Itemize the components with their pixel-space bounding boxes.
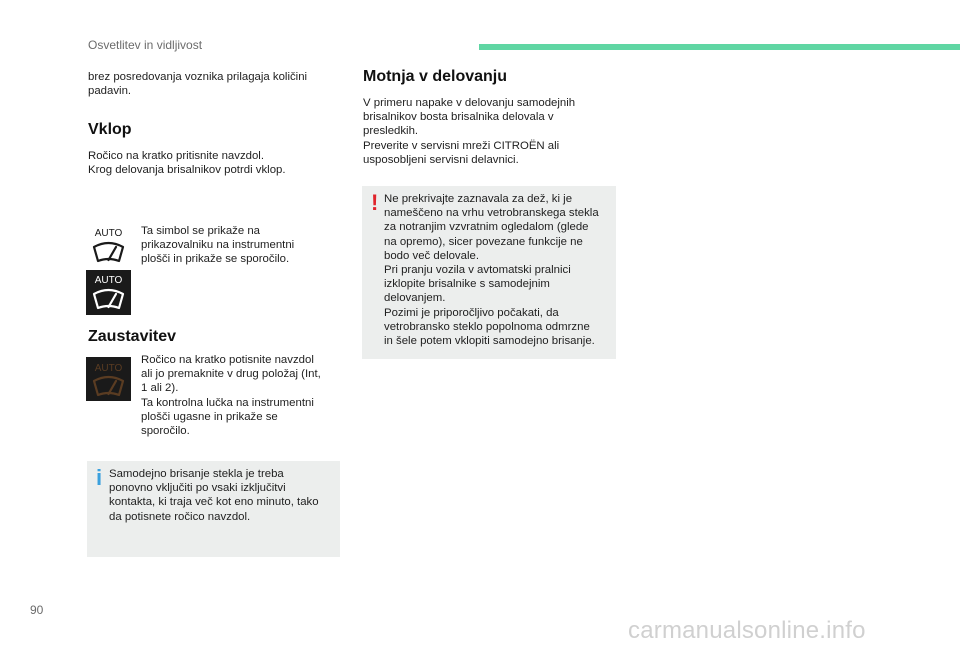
info-note: [87, 461, 340, 557]
vklop-icon-text: Ta simbol se prikaže na prikazovalniku na instrumentni plošči in prikaže se sporočilo.: [141, 225, 295, 266]
watermark: carmanualsonline.info: [628, 617, 866, 644]
section-accent-bar: [479, 44, 960, 50]
auto-icon-label: AUTO: [94, 228, 123, 239]
zaustavitev-heading: Zaustavitev: [88, 328, 177, 345]
section-title: Osvetlitev in vidljivost: [88, 38, 203, 52]
auto-wiper-off-icon: [86, 357, 131, 401]
auto-display-icon-label: AUTO: [94, 275, 123, 286]
motnja-text: V primeru napake v delovanju samodejnih brisalnikov bosta brisalnika delovala v presledkih. Preverite v servisni mreži CITROËN ali usposobljeni servisni delavnici.: [363, 97, 576, 166]
warning-note: [362, 186, 616, 359]
vklop-text: Ročico na kratko pritisnite navzdol. Krog delovanja brisalnikov potrdi vklop.: [88, 150, 286, 177]
info-icon: i: [96, 465, 103, 490]
vklop-heading: Vklop: [88, 121, 132, 138]
zaustavitev-text: Ročico na kratko potisnite navzdol ali jo premaknite v drug položaj (Int, 1 ali 2). Ta kontrolna lučka na instrumentni plošči ugasne in prikaže se sporočilo.: [141, 354, 321, 438]
intro-text: brez posredovanja voznika prilagaja količini padavin.: [88, 71, 308, 98]
auto-wiper-icon: [86, 225, 131, 267]
warning-note-text: Ne prekrivajte zaznavala za dež, ki je nameščeno na vrhu vetrobranskega stekla za notranjim vzvratnim ogledalom (glede na opremo), sicer povezane funkcije ne bodo več delovale. Pri pranju vozila v avtomatski pralnici izklopite brisalnike s samodejnim delovanjem. Pozimi je priporočljivo počakati, da vetrobransko steklo popolnoma odmrzne in šele potem vklopiti samodejno brisanje.: [384, 193, 599, 348]
page-number: 90: [30, 603, 44, 617]
motnja-heading: Motnja v delovanju: [363, 68, 508, 85]
warning-icon: !: [371, 190, 379, 215]
auto-off-icon-label: AUTO: [94, 363, 123, 374]
info-note-text: Samodejno brisanje stekla je treba ponovno vključiti po vsaki izključitvi kontakta, ki traja več kot eno minuto, tako da potisnete ročico navzdol.: [109, 468, 319, 523]
auto-wiper-display-icon: [86, 270, 131, 315]
